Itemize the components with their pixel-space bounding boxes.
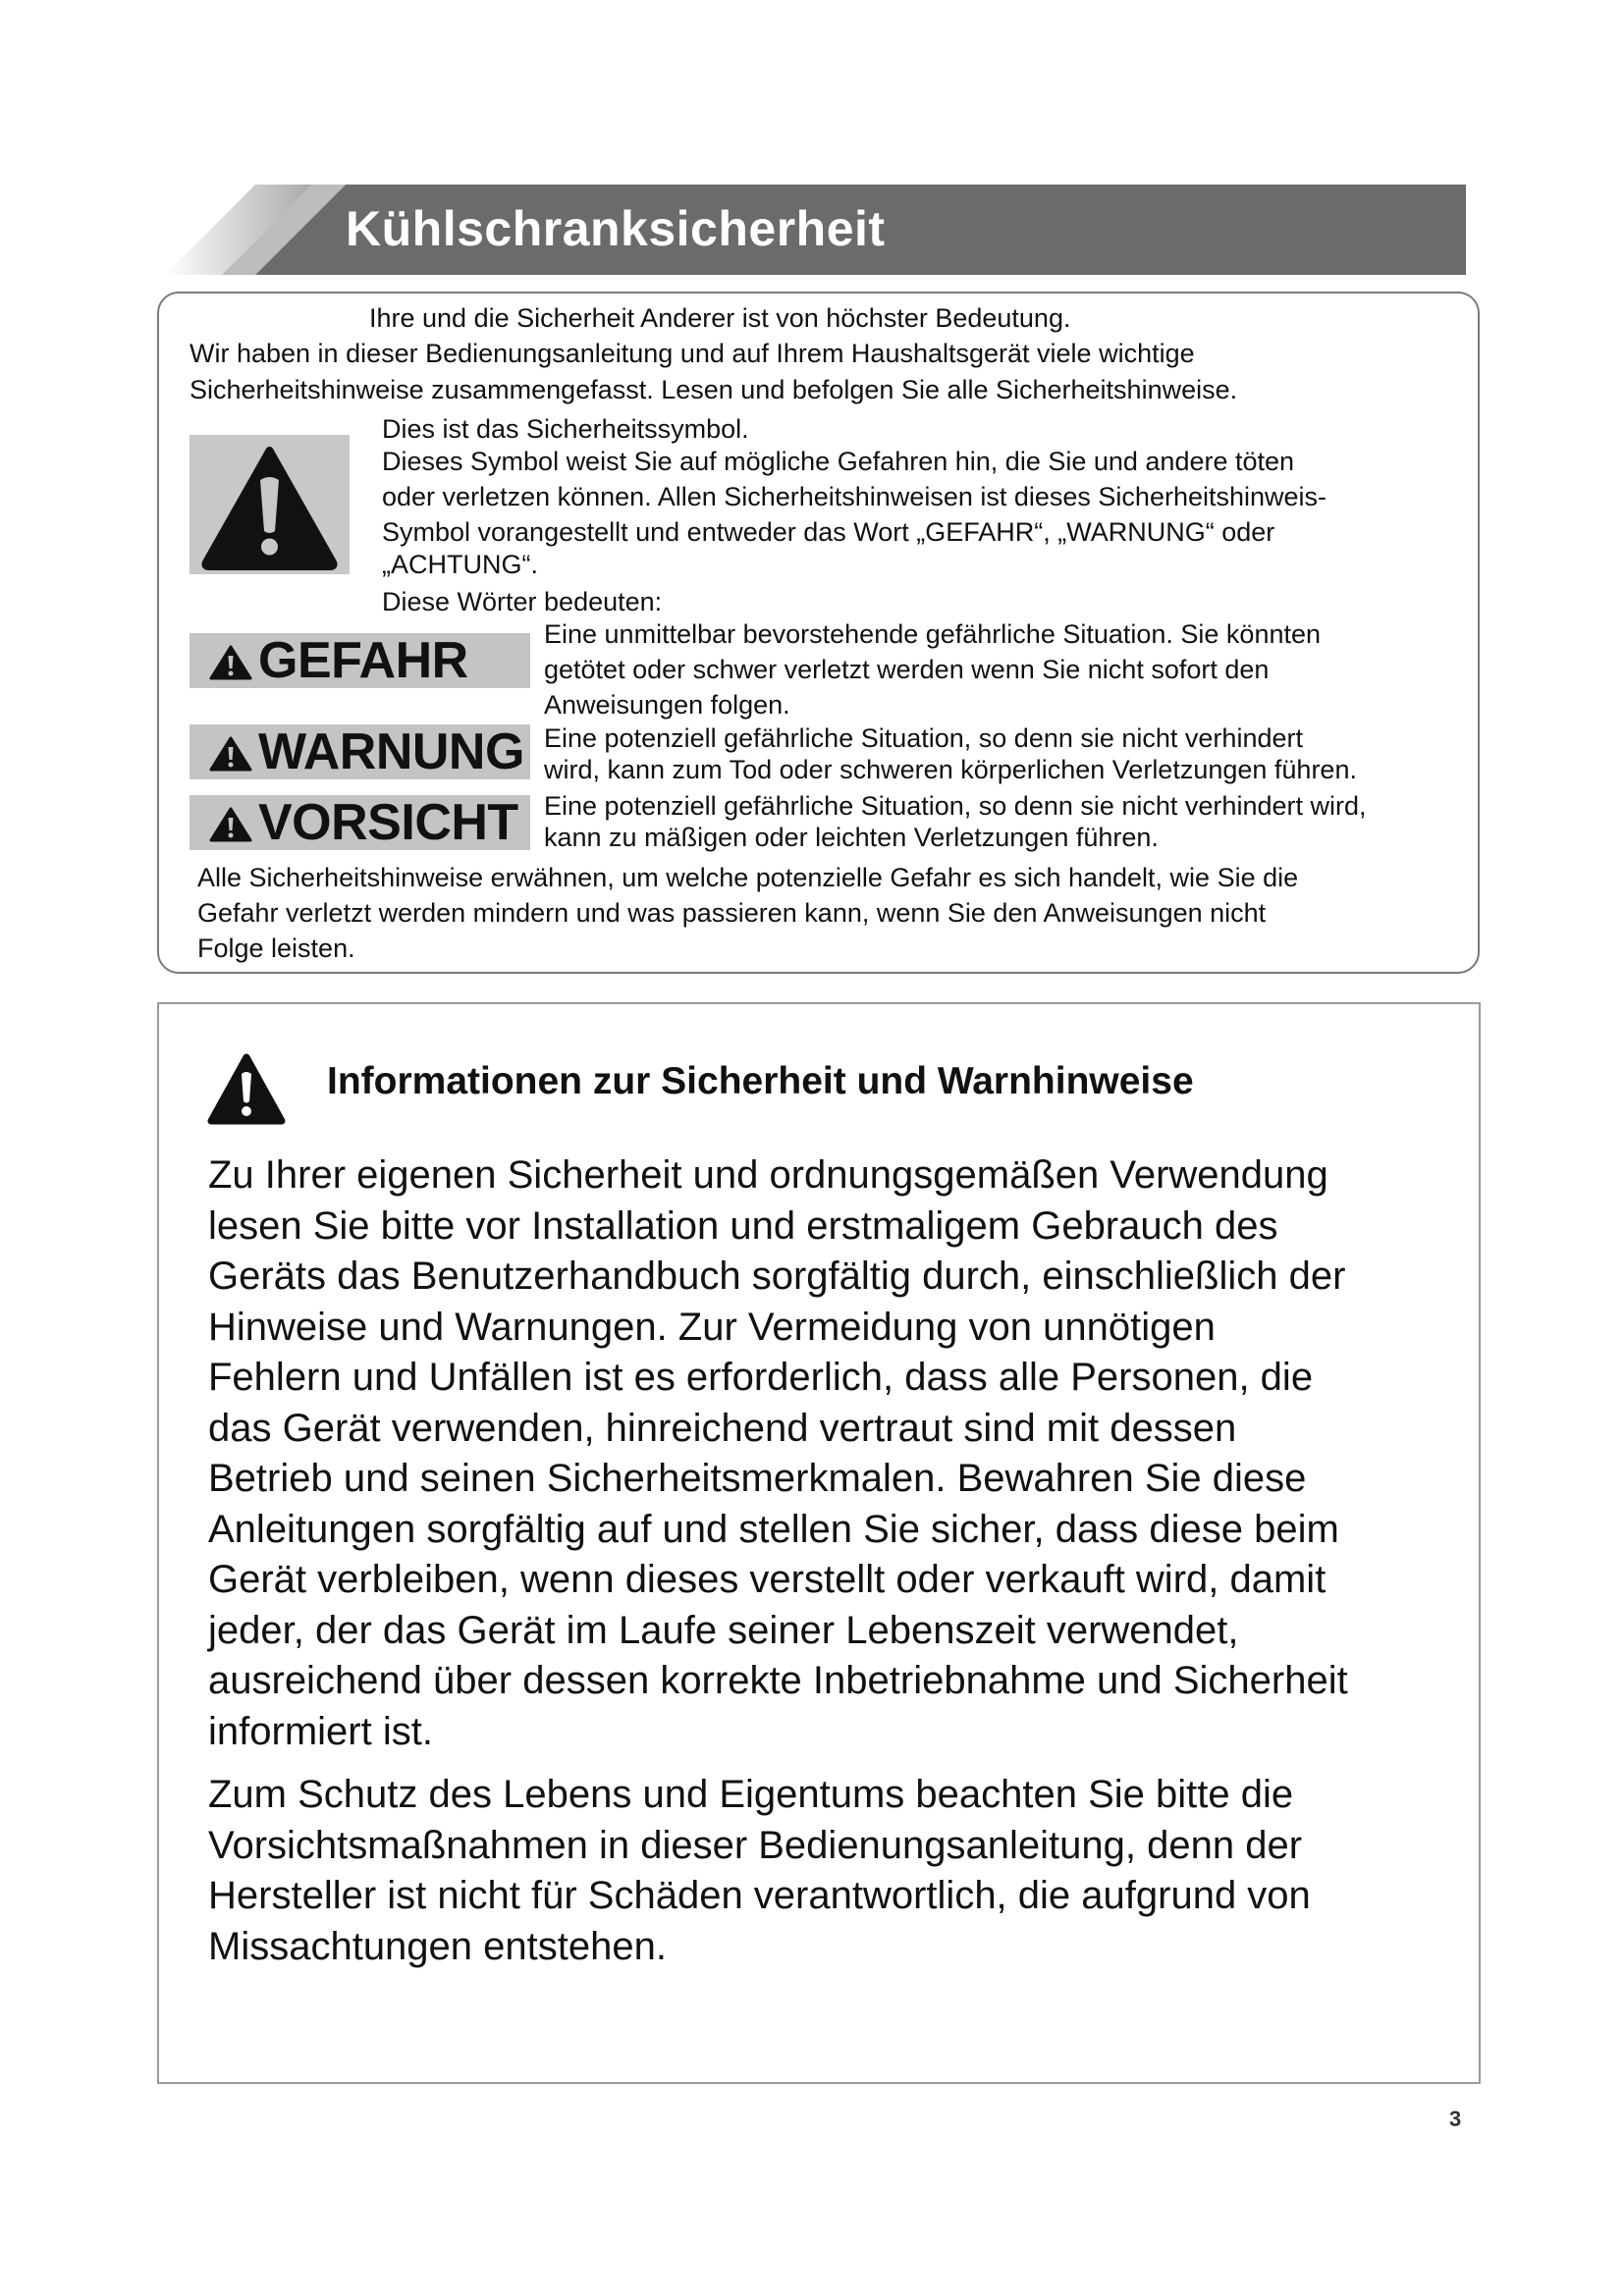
text-line: Alle Sicherheitshinweise erwähnen, um welche potenzielle Gefahr es sich handelt, wie Sie die: [197, 863, 1299, 892]
signal-word: GEFAHR: [258, 632, 468, 689]
text-line: Gerät verbleiben, wenn dieses verstellt oder verkauft wird, damit: [208, 1558, 1326, 1601]
text-line: Eine potenziell gefährliche Situation, so denn sie nicht verhindert wird,: [544, 791, 1367, 821]
warning-triangle-icon: [209, 736, 252, 772]
text-line: Folge leisten.: [197, 934, 355, 963]
text-line: Anleitungen sorgfältig auf und stellen Sie sicher, dass diese beim: [208, 1507, 1339, 1551]
text-line: Missachtungen entstehen.: [208, 1924, 667, 1968]
warning-triangle-icon: [206, 1052, 287, 1127]
safety-symbol: [189, 435, 350, 574]
text-line: ausreichend über dessen korrekte Inbetriebnahme und Sicherheit: [208, 1659, 1348, 1702]
text-line: wird, kann zum Tod oder schweren körperlichen Verletzungen führen.: [544, 755, 1357, 784]
signal-word-caution: [189, 795, 530, 850]
text-line: Symbol vorangestellt und entweder das Wort „GEFAHR“, „WARNUNG“ oder: [382, 517, 1275, 547]
signal-description: [544, 721, 1357, 787]
info-paragraph-1: [208, 1150, 1348, 1757]
symbol-title: Dies ist das Sicherheitssymbol.: [382, 414, 749, 444]
signal-description: [544, 616, 1321, 722]
text-line: Zu Ihrer eigenen Sicherheit und ordnungsgemäßen Verwendung: [208, 1153, 1328, 1197]
intro-line: Wir haben in dieser Bedienungsanleitung und auf Ihrem Haushaltsgerät viele wichtige: [189, 339, 1195, 368]
page-number: 3: [1449, 2107, 1462, 2131]
text-line: Gefahr verletzt werden mindern und was passieren kann, wenn Sie den Anweisungen nicht: [197, 898, 1267, 928]
closing-text: [197, 860, 1298, 966]
warning-triangle-icon: [209, 645, 252, 680]
text-line: Eine potenziell gefährliche Situation, so denn sie nicht verhindert: [544, 723, 1303, 753]
page-title: Kühlschranksicherheit: [346, 201, 886, 256]
signal-word-warning: [189, 724, 530, 779]
text-line: oder verletzen können. Allen Sicherheitshinweisen ist dieses Sicherheitshinweis-: [382, 482, 1327, 511]
signal-word: WARNUNG: [258, 723, 524, 780]
intro-line: Sicherheitshinweise zusammengefasst. Lesen und befolgen Sie alle Sicherheitshinweise.: [189, 375, 1238, 404]
text-line: lesen Sie bitte vor Installation und erstmaligem Gebrauch des: [208, 1203, 1278, 1248]
text-line: Geräts das Benutzerhandbuch sorgfältig durch, einschließlich der: [208, 1255, 1346, 1298]
signal-word: VORSICHT: [258, 794, 518, 851]
text-line: informiert ist.: [208, 1709, 433, 1753]
text-line: „ACHTUNG“.: [382, 550, 538, 579]
text-line: Betrieb und seinen Sicherheitsmerkmalen. Bewahren Sie diese: [208, 1457, 1307, 1500]
intro-line: Ihre und die Sicherheit Anderer ist von höchster Bedeutung.: [369, 303, 1071, 333]
text-line: jeder, der das Gerät im Laufe seiner Lebenszeit verwendet,: [208, 1608, 1239, 1652]
warning-triangle-icon: [189, 435, 350, 574]
section-header-banner: [165, 185, 1466, 275]
info-heading: Informationen zur Sicherheit und Warnhinweise: [327, 1060, 1194, 1102]
signal-description: [544, 788, 1367, 855]
text-line: Eine unmittelbar bevorstehende gefährliche Situation. Sie könnten: [544, 619, 1322, 649]
text-line: Zum Schutz des Lebens und Eigentums beachten Sie bitte die: [208, 1773, 1294, 1816]
text-line: Hinweise und Warnungen. Zur Vermeidung von unnötigen: [208, 1305, 1216, 1349]
info-paragraph-2: [208, 1770, 1311, 1972]
text-line: Fehlern und Unfällen ist es erforderlich, dass alle Personen, die: [208, 1356, 1314, 1399]
text-line: getötet oder schwer verletzt werden wenn Sie nicht sofort den: [544, 655, 1270, 684]
text-line: Hersteller ist nicht für Schäden verantwortlich, die aufgrund von: [208, 1874, 1311, 1917]
text-line: Vorsichtsmaßnahmen in dieser Bedienungsanleitung, denn der: [208, 1823, 1303, 1867]
warning-triangle-icon: [209, 807, 252, 842]
words-intro: Diese Wörter bedeuten:: [382, 587, 663, 616]
text-line: Anweisungen folgen.: [544, 690, 790, 720]
text-line: Dieses Symbol weist Sie auf mögliche Gefahren hin, die Sie und andere töten: [382, 447, 1295, 476]
symbol-description: [382, 444, 1326, 582]
text-line: kann zu mäßigen oder leichten Verletzungen führen.: [544, 823, 1159, 852]
text-line: das Gerät verwenden, hinreichend vertraut sind mit dessen: [208, 1406, 1237, 1450]
signal-word-danger: [189, 633, 530, 688]
